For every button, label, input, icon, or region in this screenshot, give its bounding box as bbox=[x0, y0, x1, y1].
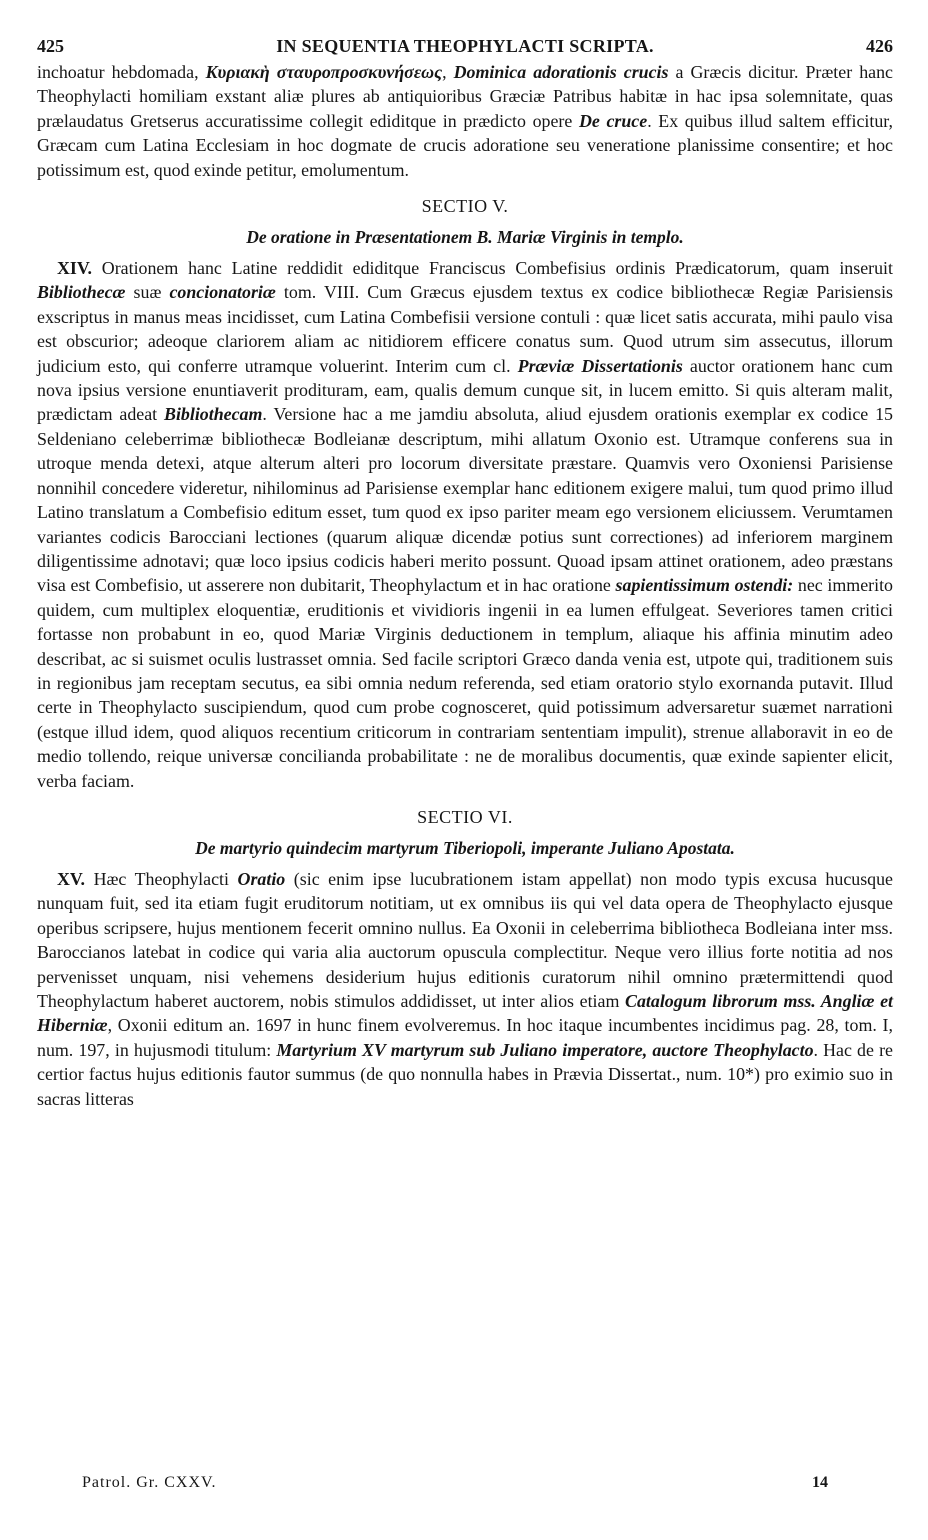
footer-gathering-number: 14 bbox=[812, 1474, 828, 1491]
text-run: , bbox=[442, 62, 454, 82]
section-6-paragraph bbox=[37, 867, 893, 1111]
text-run: (sic enim ipse lucubrationem istam appellat) non modo typis excusa hucusque nunquam fuit, sed ita etiam fugit eruditorum notitiam, ut ex omnibus iis qui vel data opera de Theophylacto ejusque operibus scripsere, hujus mentionem fecerit omnino nullus. Ea Oxonii in celeberrima bibliotheca Bodleiana inter mss. Baroccianos latebat in codice qui varia alia auctorum opuscula complectitur. Neque vero illius forte notitia ad nos pervenisset unquam, nisi vehemens desiderium hujus editionis curatorum nihil omnino prætermittendi quod Theophylactum haberet auctorem, nobis stimulos addidisset, ut inter alios etiam bbox=[37, 868, 893, 1011]
italic-phrase: Oratio bbox=[237, 868, 286, 889]
footer-signature: Patrol. Gr. CXXV. bbox=[82, 1474, 217, 1491]
text-run: inchoatur hebdomada, bbox=[37, 62, 206, 82]
running-header bbox=[37, 30, 893, 60]
italic-phrase: Bibliothecæ bbox=[37, 282, 126, 303]
paragraph-number: XIV. bbox=[57, 258, 92, 279]
page-number-right: 426 bbox=[866, 36, 893, 56]
italic-phrase: sapientissimum ostendi: bbox=[615, 575, 794, 596]
text-run: , Oxonii editum an. 1697 in hunc finem evolveremus. In hoc itaque incumbentes incidimus pag. 28, tom. I, num. 197, in hujusmodi titulum: bbox=[37, 1015, 893, 1060]
text-run: a Græcis dicitur. Præter hanc Theophylacti homiliam exstant aliæ plures ab antiquioribus Græciæ Patribus habitæ in hac ipsa solemnitate, quas prælaudatus Gretserus accuratissime collegit ediditque in prædicto opere bbox=[37, 62, 893, 131]
text-run: . Hac de re certior factus hujus editionis fautor summus (de quo nonnulla habes in Prævia Dissertat., num. 10*) pro eximio suo in sacras litteras bbox=[37, 1039, 893, 1109]
paragraph-number: XV. bbox=[57, 868, 86, 889]
text-run: . Versione hac a me jamdiu absoluta, aliud ejusdem orationis exemplar ex codice 15 Seldeniano celeberrimæ bibliothecæ Bodleianæ descriptum, mihi allatum Oxonio est. Utramque conferens sua in utroque menda detexi, atque alterum alteri pro locorum diversitate præstare. Quamvis vero Oxoniensi Parisiense nonnihil concedere videretur, nihilominus ad Parisiense exemplar hanc editionem exigere malui, tum quod primo illud Latino translatum a Combefisio editum esset, tum quod ex ipso pariter meam ego versionem eliciussem. Verumtamen variantes codicis Barocciani lectiones (quarum aliquæ dicendæ potius sunt correctiones) ad inferiorem marginem diligentissime adnotavi; quæ loco ipsius codicis haberi merito possunt. Quoad ipsam attinet orationem, adeo præstans visa est Combefisio, ut asserere non dubitarit, Theophylactum et in hac oratione bbox=[37, 404, 893, 596]
italic-phrase: concionatoriæ bbox=[169, 282, 276, 303]
text-run: Orationem hanc Latine reddidit ediditque Franciscus Combefisius ordinis Prædicatorum, quam inseruit bbox=[91, 258, 893, 279]
text-run: tom. VIII. Cum Græcus ejusdem textus ex codice bibliothecæ Regiæ Parisiensis exscriptus in manus meas incidisset, cum Latina Combefisii versione contuli : quæ licet satis accurata, mihi paulo visa est obscurior; adeoque clariorem aliam ac nitidiorem efficere conatus sum. Quod utrum sim assecutus, illorum judicium esto, qui conferre utramque voluerint. Interim cum cl. bbox=[37, 282, 893, 376]
text-run: nec immerito quidem, cum multiplex eloquentiæ, eruditionis et vividioris ingenii in ea lumen effulgeat. Severiores tamen critici fortasse non probabunt in eo, quod Mariæ Virginis deductionem in templum, aliaque his affinia minutim adeo describat, ac si suismet oculis lustrasset omnia. Sed facile scriptori Græco danda venia est, utpote qui, traditionem suis in regionibus jam receptam secutus, ea sibi omnia nedum referenda, sed etiam oratorio stylo exornanda putavit. Illud certe in Theophylacto suscipiendum, quod cum probe cognosceret, quid potissimum adversaretur suæmet narrationi (estque illud idem, quod aliquos recentium criticorum in contrariam sententiam impulit), strenue allaboravit in eo de medio tollendo, reique universæ concilianda probabilitate : ne de moralibus documentis, quæ exinde sapienter elicit, verba faciam. bbox=[37, 575, 894, 791]
intro-paragraph bbox=[37, 60, 893, 182]
text-run: Hæc Theophylacti bbox=[85, 868, 238, 889]
italic-phrase: Dominica adorationis crucis bbox=[453, 62, 669, 82]
italic-phrase: De cruce bbox=[578, 110, 648, 131]
italic-phrase: Catalogum librorum mss. Angliæ et Hiberniæ bbox=[37, 991, 893, 1036]
section-6-subtitle: De martyrio quindecim martyrum Tiberiopoli, imperante Juliano Apostata. bbox=[195, 837, 735, 858]
running-title: IN SEQUENTIA THEOPHYLACTI SCRIPTA. bbox=[276, 36, 654, 56]
page-footer bbox=[82, 1474, 828, 1498]
text-run: auctor orationem hanc cum nova ipsius versione enuntiaverit prodituram, eam, qualis demum cunque sit, in lucem emitto. Si quis alteram malit, prædictam adeat bbox=[37, 355, 893, 425]
italic-phrase: Bibliothecam bbox=[164, 404, 263, 425]
page-number-left: 425 bbox=[37, 36, 64, 56]
section-5-heading: SECTIO V. bbox=[421, 196, 509, 217]
greek-phrase: Κυριακὴ σταυροπροσκυνήσεως bbox=[205, 62, 443, 82]
section-5-paragraph bbox=[37, 256, 893, 793]
italic-phrase: Præviæ Dissertationis bbox=[517, 355, 683, 376]
text-run: suæ bbox=[125, 282, 170, 303]
section-5-subtitle: De oratione in Præsentationem B. Mariæ Virginis in templo. bbox=[246, 227, 684, 248]
text-run: . Ex quibus illud saltem efficitur, Græcam cum Latina Ecclesiam in hoc dogmate de crucis adoratione seu veneratione planissime consentire; et hoc potissimum est, quod exinde petitur, emolumentum. bbox=[37, 110, 893, 180]
page-body bbox=[37, 30, 893, 1111]
section-6-heading: SECTIO VI. bbox=[417, 806, 513, 827]
italic-phrase: Martyrium XV martyrum sub Juliano imperatore, auctore Theophylacto bbox=[276, 1039, 814, 1060]
